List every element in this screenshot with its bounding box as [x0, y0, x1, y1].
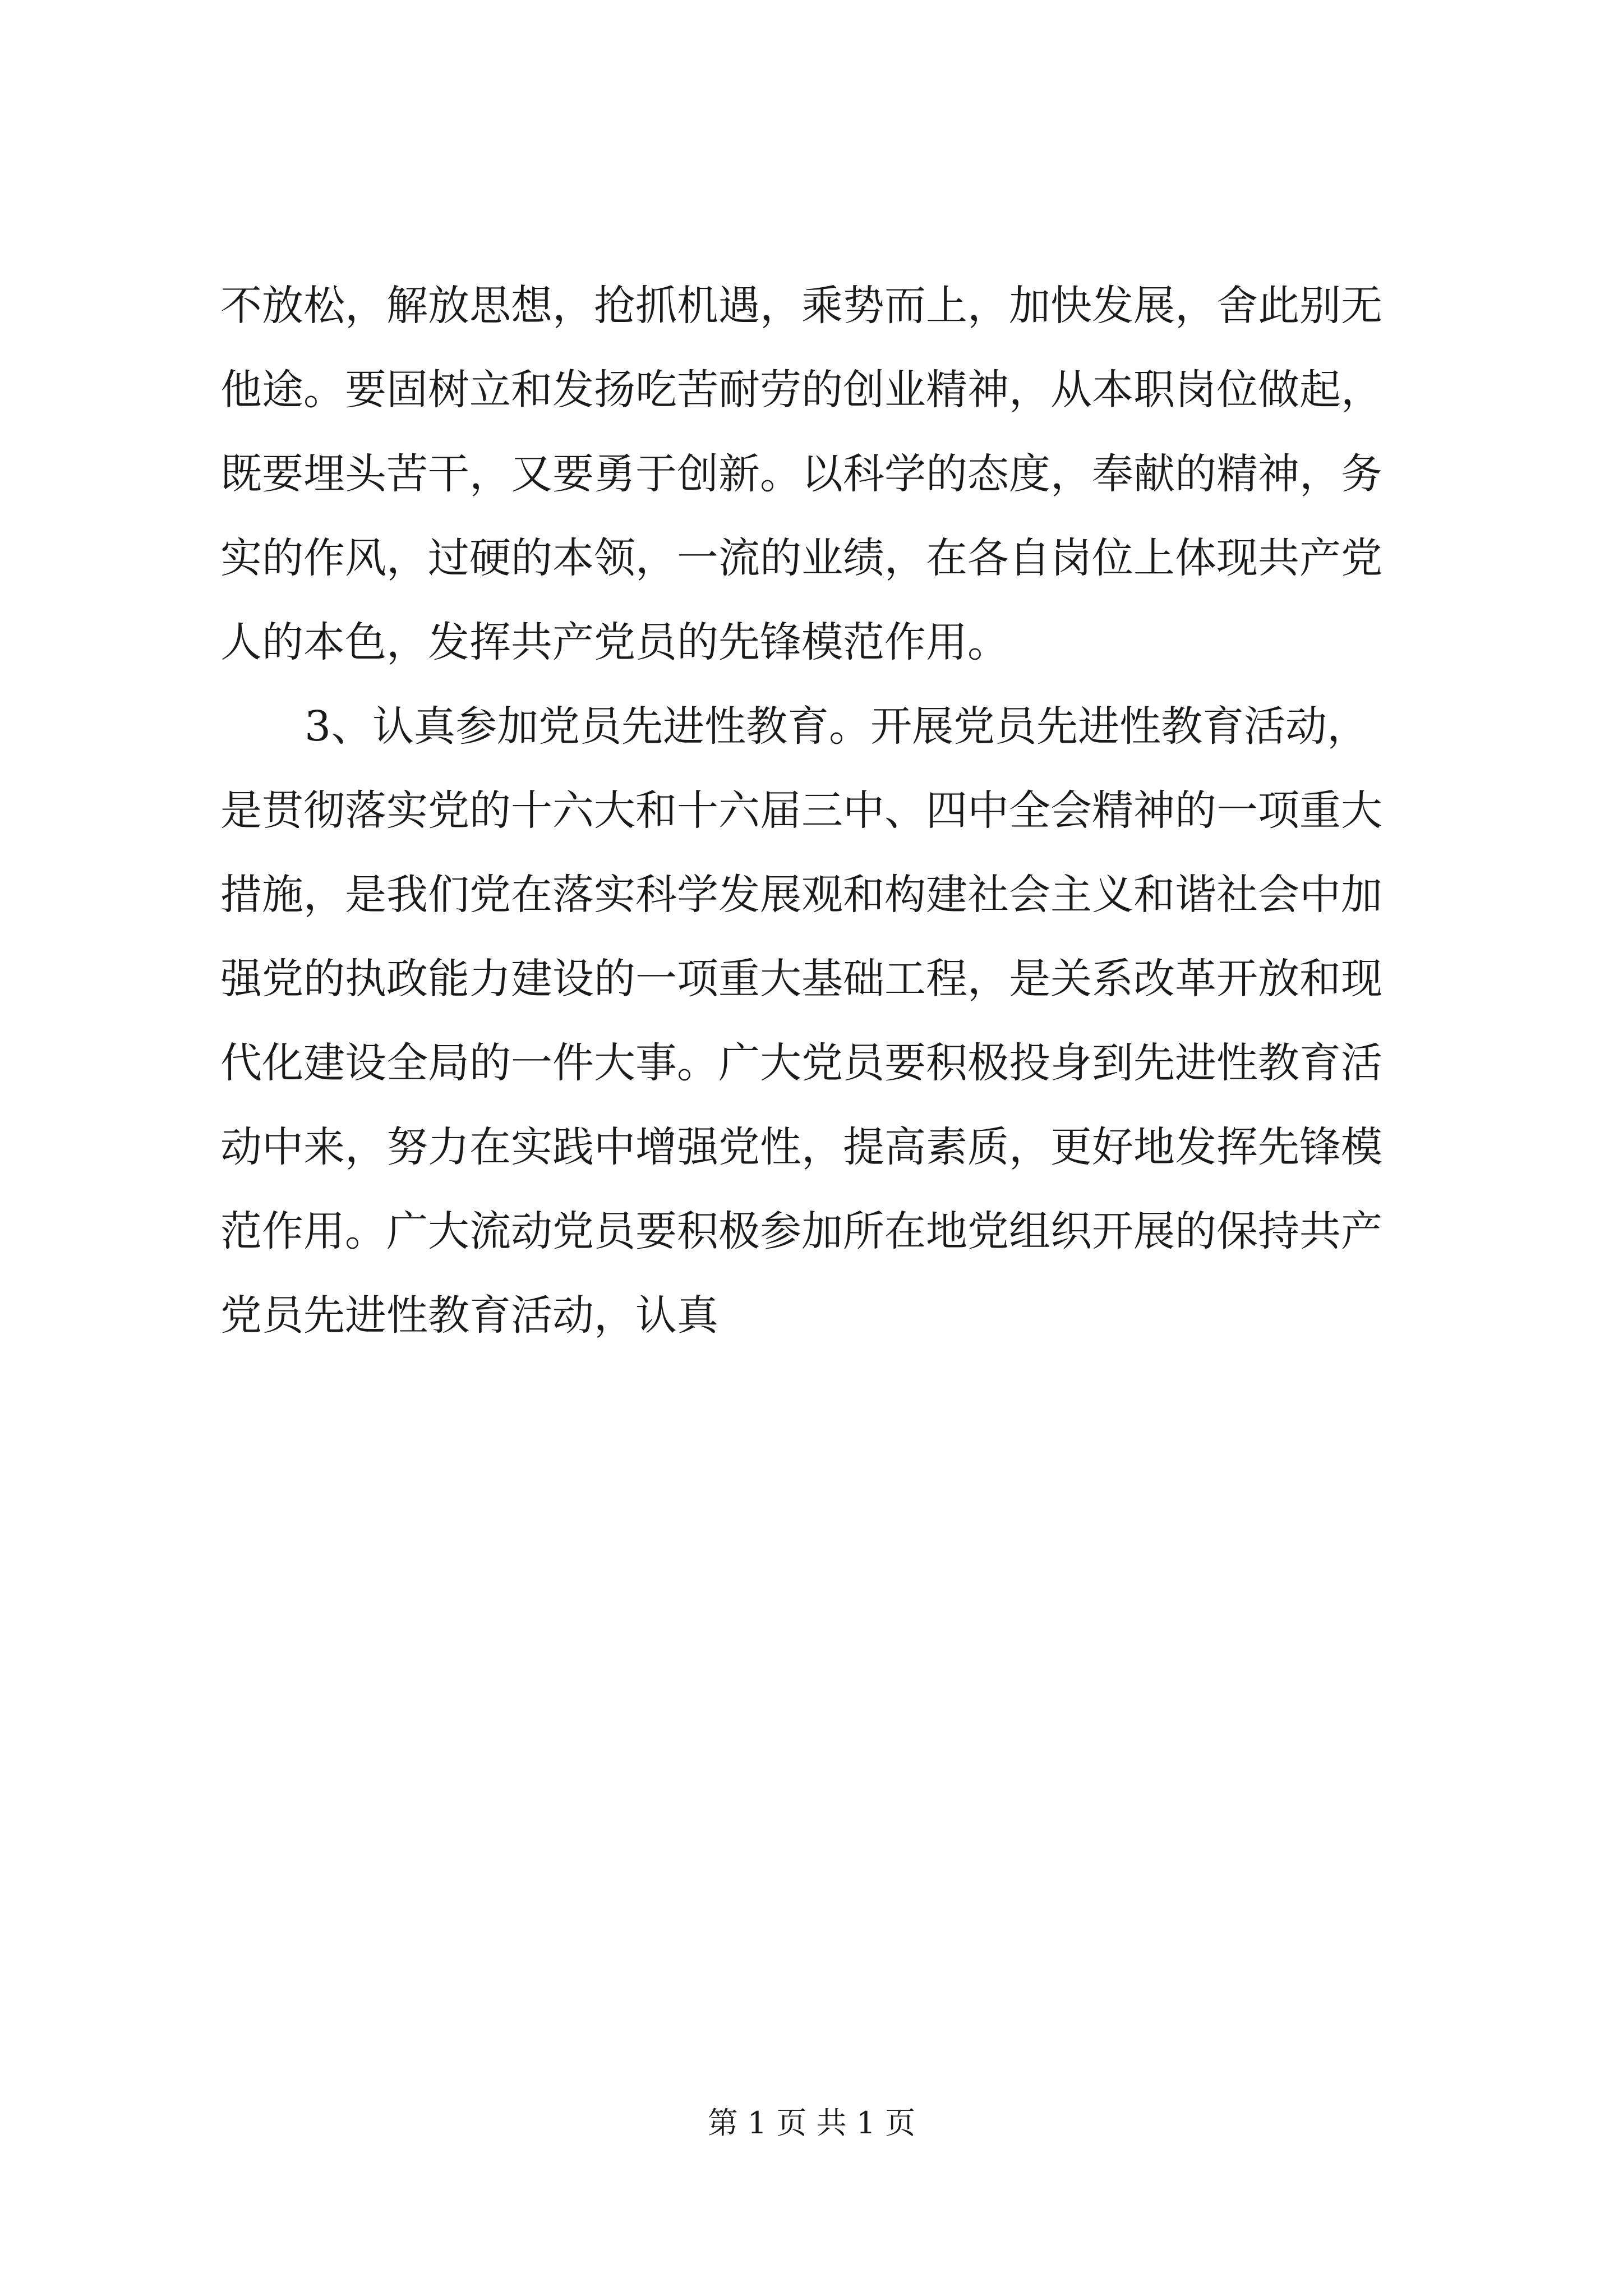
text-line: 党员先进性教育活动，认真 — [220, 1291, 718, 1340]
text-line: 不放松，解放思想，抢抓机遇，乘势而上，加快发展，舍此别无 — [220, 282, 1382, 330]
page-number: 第 1 页 共 1 页 — [707, 2105, 916, 2141]
text-line: 既要埋头苦干，又要勇于创新。以科学的态度，奉献的精神，务 — [220, 450, 1382, 498]
text-line: 代化建设全局的一件大事。广大党员要积极投身到先进性教育活 — [220, 1039, 1382, 1087]
body-text — [220, 264, 1404, 1358]
text-line: 强党的执政能力建设的一项重大基础工程，是关系改革开放和现 — [220, 955, 1382, 1003]
text-line: 措施，是我们党在落实科学发展观和构建社会主义和谐社会中加 — [220, 871, 1382, 919]
text-line: 实的作风，过硬的本领，一流的业绩，在各自岗位上体现共产党 — [220, 534, 1382, 582]
text-line: 人的本色，发挥共产党员的先锋模范作用。 — [220, 618, 1009, 666]
paragraph-start-line: 3、认真参加党员先进性教育。开展党员先进性教育活动， — [305, 702, 1369, 751]
text-line: 他途。要固树立和发扬吃苦耐劳的创业精神，从本职岗位做起， — [220, 366, 1382, 414]
text-line: 是贯彻落实党的十六大和十六届三中、四中全会精神的一项重大 — [220, 786, 1382, 835]
text-line: 动中来，努力在实践中增强党性，提高素质，更好地发挥先锋模 — [220, 1123, 1382, 1171]
text-line: 范作用。广大流动党员要积极参加所在地党组织开展的保持共产 — [220, 1207, 1382, 1255]
page-footer — [0, 2101, 1623, 2146]
